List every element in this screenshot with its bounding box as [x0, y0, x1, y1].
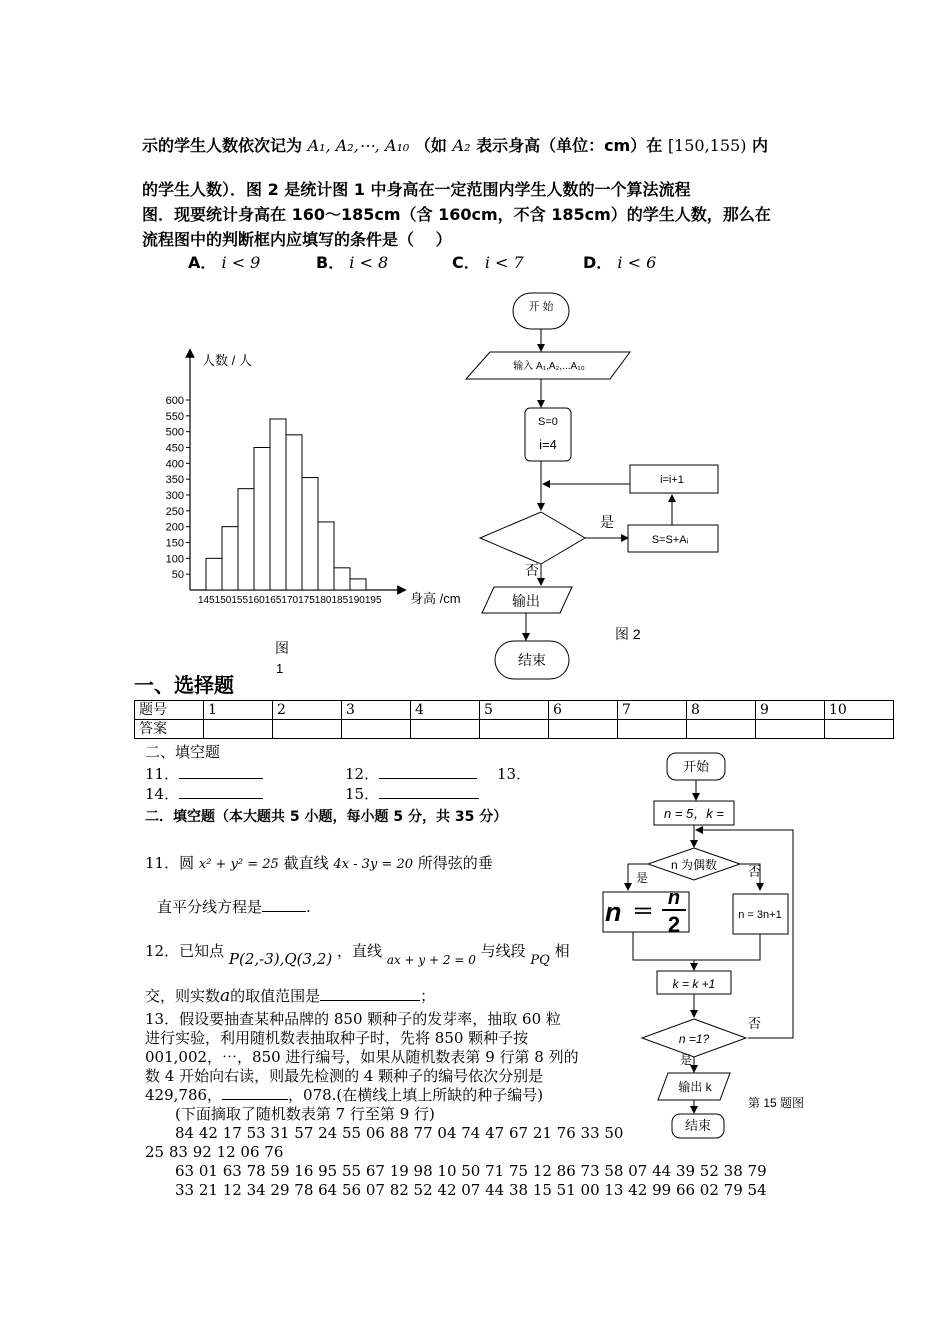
blank-12[interactable]: 12．	[345, 763, 477, 784]
bar-145-150	[206, 558, 222, 590]
yes-label: 是	[600, 514, 614, 530]
svg-text:n = 3n+1: n = 3n+1	[738, 909, 782, 921]
answer-cell[interactable]	[756, 720, 825, 739]
flowchart-figure-2	[460, 285, 740, 685]
y-tick-label: 150	[165, 537, 184, 550]
svg-text:是: 是	[680, 1053, 693, 1067]
random-table-row-7: 84 42 17 53 31 57 24 55 06 88 77 04 74 47 67 21 76 33 50	[175, 1124, 624, 1142]
flowchart-q15	[598, 748, 808, 1148]
q10-sequence: A₁, A₂,⋯, A₁₀	[307, 136, 410, 155]
svg-text:n: n	[667, 887, 681, 909]
svg-text:输出 k: 输出 k	[678, 1080, 712, 1094]
table-row: 答案	[135, 720, 894, 739]
svg-text:n: n	[605, 897, 622, 927]
random-table-row-8: 63 01 63 78 59 16 95 55 67 19 98 10 50 71 75 12 86 73 58 07 44 39 52 38 79	[175, 1162, 767, 1180]
answer-cell[interactable]	[411, 720, 480, 739]
bar-180-185	[318, 522, 334, 590]
option-c[interactable]: C． i < 7	[452, 253, 524, 272]
x-axis-label: 身高 /cm	[410, 591, 461, 606]
svg-text:输入 A₁,A₂,...A₁₀: 输入 A₁,A₂,...A₁₀	[513, 361, 585, 372]
bar-185-190	[334, 568, 350, 590]
section-choice-title: 一、选择题	[134, 673, 234, 697]
y-tick-label: 100	[165, 553, 184, 566]
y-tick-label: 500	[165, 426, 184, 439]
bar-155-160	[238, 489, 254, 590]
random-table-row-9: 33 21 12 34 29 78 64 56 07 82 52 42 07 44 38 15 51 00 13 42 99 66 02 79 54	[175, 1181, 767, 1199]
q11-line1: 11．圆 x² + y² = 25 截直线 4x - 3y = 20 所得弦的垂	[145, 854, 493, 872]
answer-cell[interactable]	[480, 720, 549, 739]
q11-line2: 直平分线方程是 .	[157, 898, 311, 916]
q13-body: 13．假设要抽查某种品牌的 850 颗种子的发芽率，抽取 60 粒 进行实验，利用随机数表抽取种子时，先将 850 颗种子按 001,002，⋯，850 进行编号，如果从随机数表第 9 行第 8 列的 数 4 开始向右读，则最先检测的 4 颗种子的编号依次分别是 429,786， ，078.(在横线上填上所缺的种子编号) (下面摘取了随机数表第 7 行至第 9 行) 84 42 17 53 31 57 24 55 06 88 77 04 74 47 67 21 76 33 50 25 83 92 12 06 76 63 01 63 78 59 16 95 55 67 19 98 10 50 71 75 12 86 73 58 07 44 39 52 38 79 33 21 12 34 29 78 64 56 07 82 52 42 07 44 38 15 51 00 13 42 99 66 02 79 54	[145, 1010, 767, 1199]
svg-text:否: 否	[748, 1016, 762, 1031]
bar-175-180	[302, 478, 318, 590]
blank-11[interactable]: 11．	[145, 763, 263, 784]
q10-interval: [150,155)	[667, 136, 747, 155]
q15-caption: 第 15 题图	[748, 1096, 805, 1110]
section-fill-title: 二．填空题（本大题共 5 小题，每小题 5 分，共 35 分）	[145, 809, 508, 825]
q10-line1: 示的学生人数依次记为 A₁, A₂,⋯, A₁₀ （如 A₂ 表示身高（单位：cm）在 [150,155) 内	[142, 136, 769, 155]
y-tick-label: 300	[165, 490, 184, 502]
answer-table	[134, 700, 894, 739]
svg-text:n = 5，k =: n = 5，k =	[664, 806, 724, 821]
svg-text:S=S+Aᵢ: S=S+Aᵢ	[651, 534, 689, 546]
svg-text:n 为偶数: n 为偶数	[670, 858, 718, 872]
svg-text:i=4: i=4	[539, 437, 557, 452]
q12-line2: 交，则实数a的取值范围是 ；	[145, 986, 436, 1006]
bar-190-195	[350, 579, 366, 590]
answer-cell[interactable]	[618, 720, 687, 739]
y-tick-label: 600	[165, 395, 184, 407]
q10-line4: 流程图中的判断框内应填写的条件是（ ）	[142, 230, 452, 249]
svg-text:i=i+1: i=i+1	[660, 474, 684, 486]
q12-line1: 12．已知点 P(2,-3),Q(3,2) ，直线 $_{ax + y + 2 = 0}$ 与线段 PQ 相	[145, 942, 570, 968]
svg-text:是: 是	[636, 871, 649, 885]
answer-cell[interactable]	[687, 720, 756, 739]
figure-1-caption-a: 图	[275, 640, 289, 656]
y-tick-label: 400	[165, 458, 184, 471]
svg-text:开始: 开始	[682, 759, 710, 774]
y-tick-label: 350	[165, 474, 184, 487]
bar-165-170	[270, 419, 286, 590]
answer-cell[interactable]	[549, 720, 618, 739]
fill-header: 二、填空题	[145, 743, 221, 761]
option-a[interactable]: A． i < 9	[188, 253, 261, 272]
y-tick-label: 50	[171, 569, 184, 582]
y-tick-label: 250	[165, 505, 184, 518]
q10-line3: 图．现要统计身高在 160～185cm（含 160cm，不含 185cm）的学生人数，那么在	[142, 205, 771, 224]
figure-1-caption-b: 1	[276, 661, 284, 676]
answer-cell[interactable]	[825, 720, 894, 739]
bar-150-155	[222, 527, 238, 590]
svg-text:＝: ＝	[632, 899, 655, 924]
svg-text:结束: 结束	[518, 652, 546, 668]
x-tick-labels: 145150155160165170175180185190195	[198, 595, 382, 606]
svg-text:n =1?: n =1?	[678, 1032, 710, 1046]
bar-170-175	[286, 435, 302, 590]
svg-text:k = k +1: k = k +1	[672, 977, 716, 991]
bar-160-165	[254, 448, 270, 591]
blank-15[interactable]: 15．	[345, 783, 479, 804]
svg-text:否: 否	[748, 864, 762, 879]
option-d[interactable]: D． i < 6	[583, 253, 657, 272]
table-row: 题号 1 2 3 4 5 6 7 8 9 10	[135, 701, 894, 720]
y-tick-label: 450	[165, 442, 184, 455]
y-tick-label: 200	[165, 521, 184, 534]
svg-text:S=0: S=0	[538, 416, 558, 428]
y-axis-label: 人数 / 人	[202, 353, 252, 368]
figure-2-caption: 图 2	[615, 626, 641, 642]
no-label: 否	[525, 562, 539, 578]
option-b[interactable]: B． i < 8	[316, 253, 389, 272]
blank-13[interactable]: 13．	[497, 765, 532, 783]
svg-text:开 始: 开 始	[528, 301, 554, 313]
blank-14[interactable]: 14．	[145, 783, 263, 804]
q10-line2: 的学生人数）．图 2 是统计图 1 中身高在一定范围内学生人数的一个算法流程	[142, 180, 691, 199]
answer-cell[interactable]	[204, 720, 273, 739]
svg-text:输出: 输出	[512, 593, 540, 609]
answer-cell[interactable]	[273, 720, 342, 739]
decision-diamond	[480, 512, 585, 564]
answer-cell[interactable]	[342, 720, 411, 739]
y-tick-label: 550	[165, 410, 184, 423]
histogram-chart	[150, 345, 480, 685]
svg-text:2: 2	[667, 912, 681, 937]
svg-text:结束: 结束	[684, 1118, 712, 1133]
